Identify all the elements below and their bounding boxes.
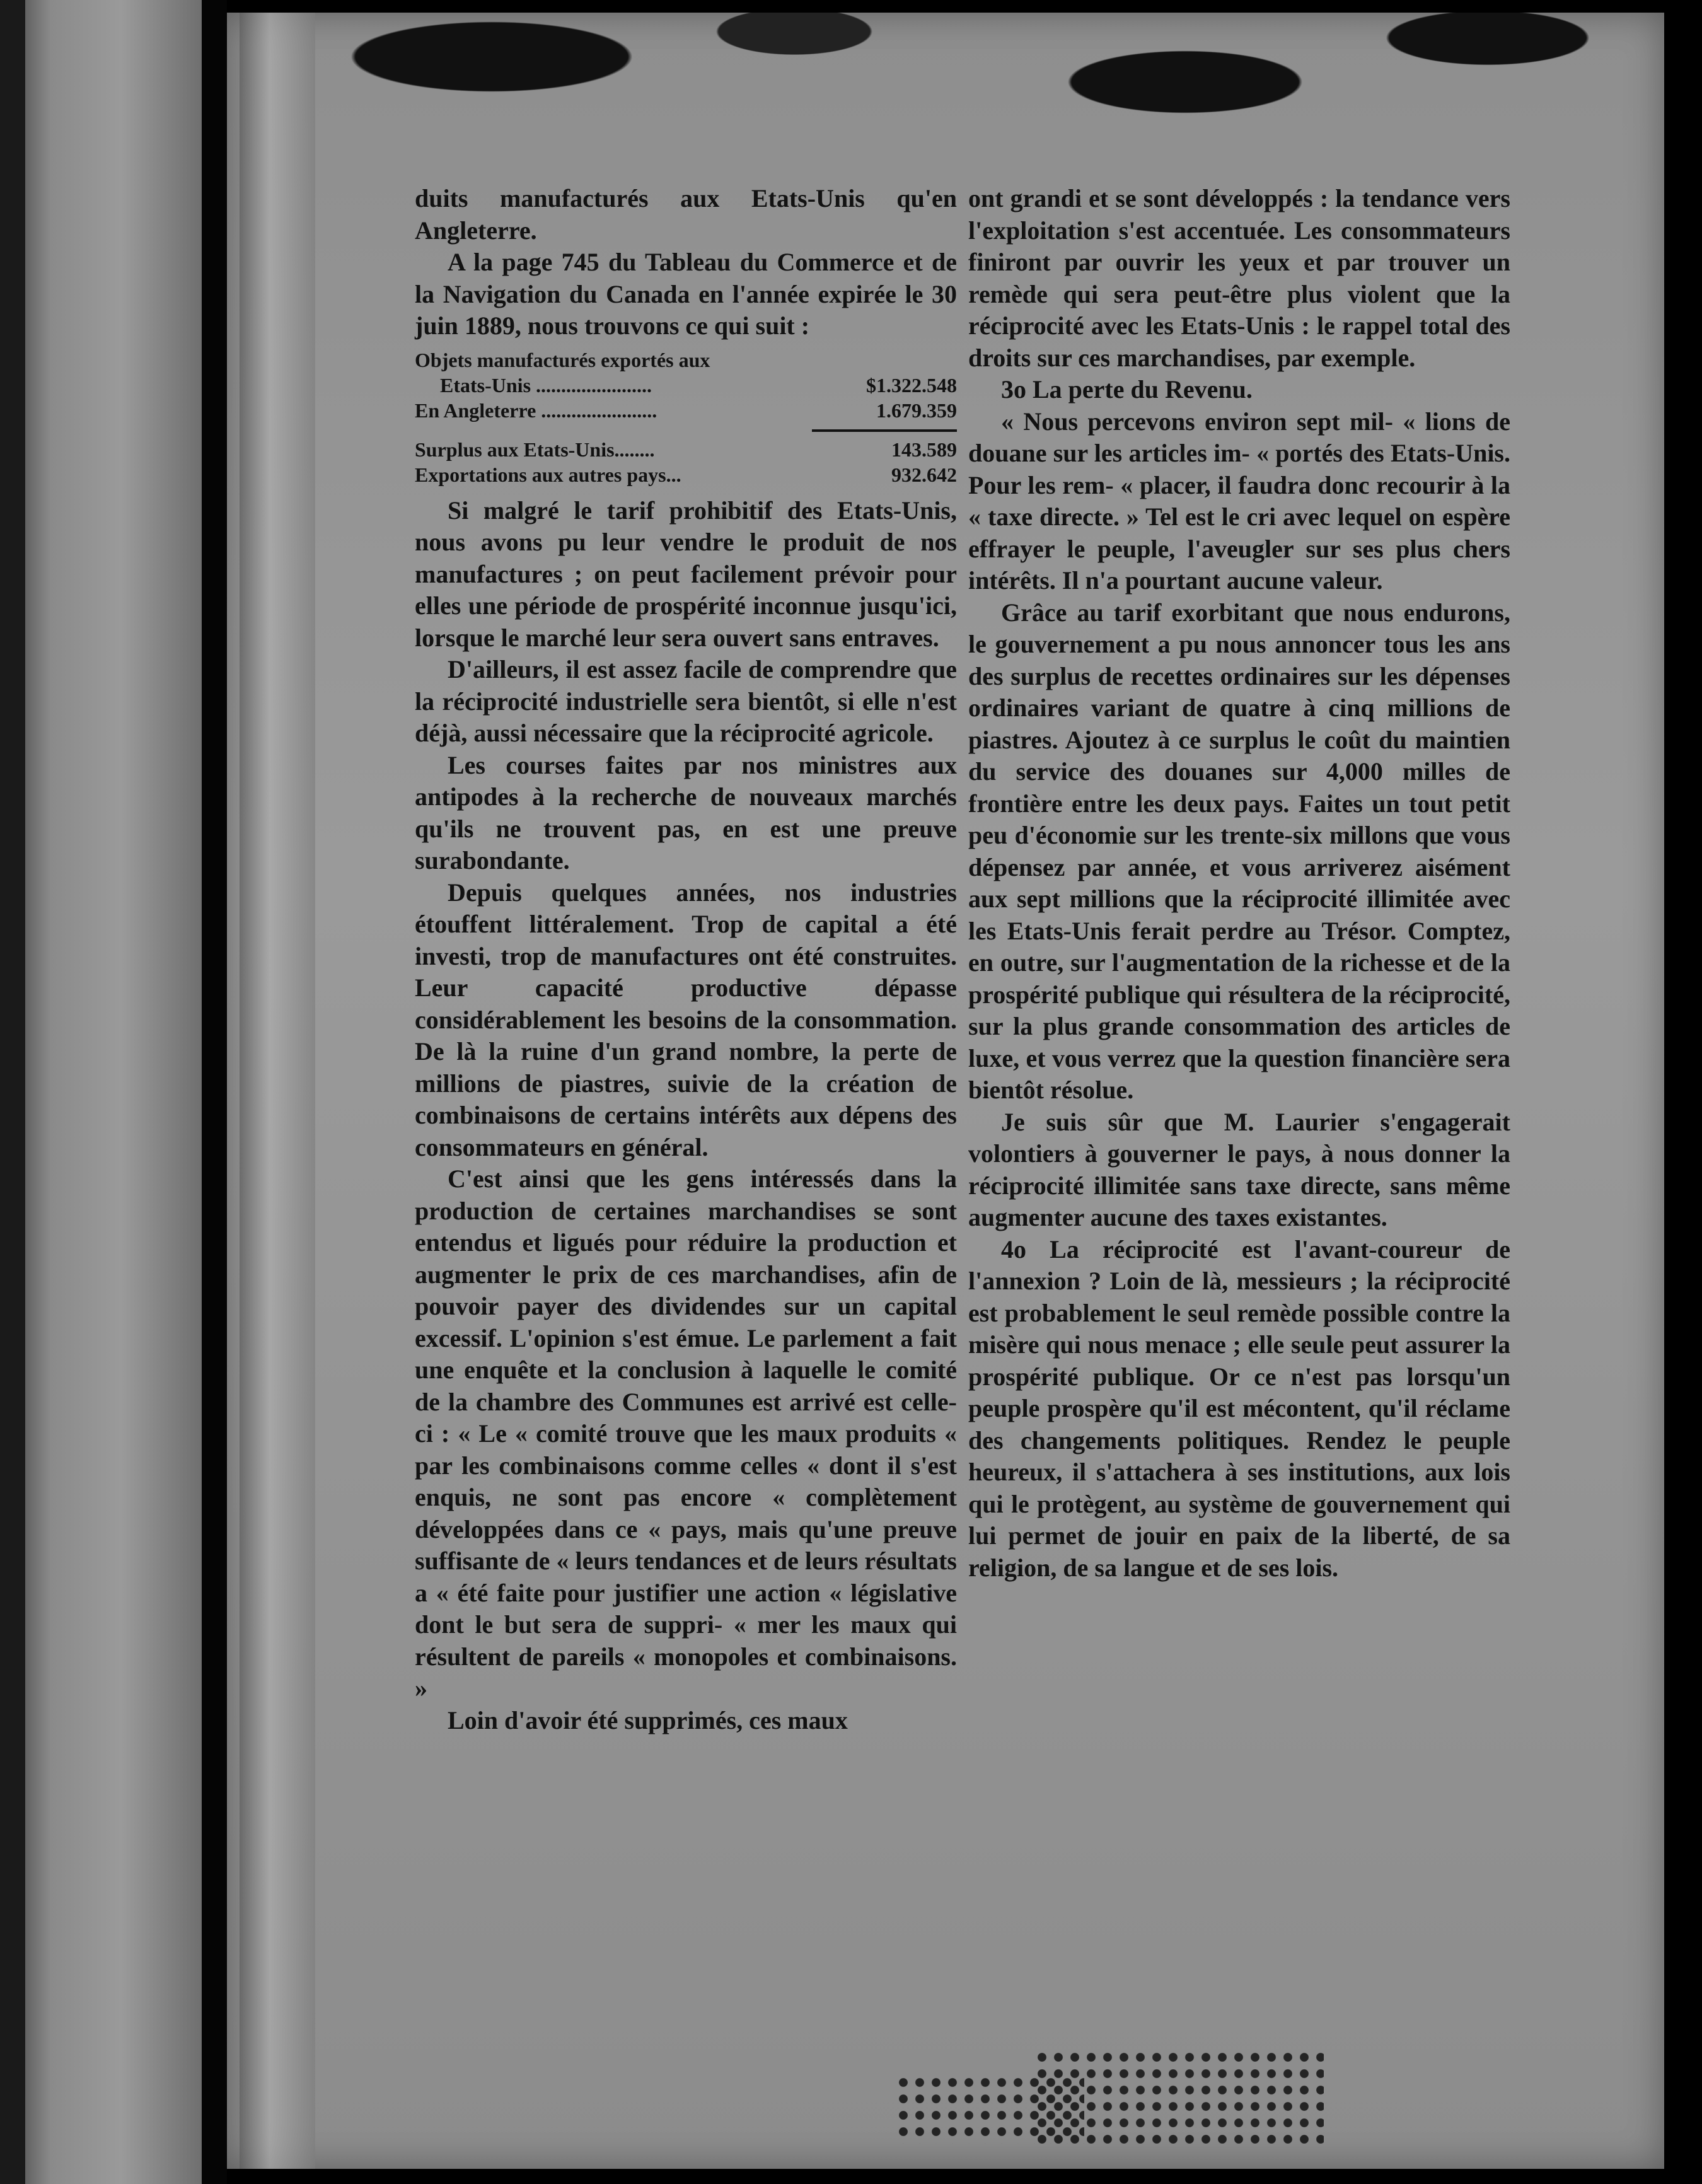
torn-page-top <box>227 13 1664 164</box>
paragraph: Loin d'avoir été supprimés, ces maux <box>448 1705 848 1734</box>
paragraph: « Nous percevons environ sept mil- « lions de douane sur les articles im- « portés des Etats-Unis. Pour les rem- « placer, il faudra donc recourir à la « taxe directe. » Tel est le cri avec lequel on espère effrayer le peuple, l'aveugler sur ses plus chers intérêts. Il n'a pourtant aucune valeur. <box>968 407 1510 595</box>
page-damage-bottom-right <box>1034 2049 1324 2144</box>
table-row-value: 1.679.359 <box>876 398 957 422</box>
left-text-column <box>415 183 957 1736</box>
left-page-fold <box>0 0 25 2184</box>
adjacent-left-page <box>0 0 202 2184</box>
paragraph: duits manufacturés aux Etats-Unis qu'en Angleterre. <box>415 184 957 245</box>
table-row <box>415 398 957 423</box>
paragraph: Grâce au tarif exorbitant que nous endurons, le gouvernement a pu nous annoncer tous les ans des surplus de recettes ordinaires sur les dépenses ordinaires variant de quatre à cinq millions de piastres. Ajoutez à ce surplus le coût du maintien du service des douanes sur 4,000 milles de frontière entre les deux pays. Faites un tout petit peu d'économie sur les trente-six millons que vous dépensez par année, et vous arriverez aisément aux sept millions que la réciprocité illimitée avec les Etats-Unis ferait perdre au Trésor. Comptez, en outre, sur l'augmentation de la richesse et de la prospérité publique qui résultera de la réciprocité, sur la plus grande consommation des articles de luxe, et vous verrez que la question financière sera bientôt résolue. <box>968 598 1510 1104</box>
table-row <box>415 462 957 487</box>
book-spine <box>202 0 227 2184</box>
paragraph: ont grandi et se sont développés : la tendance vers l'exploitation s'est accentuée. Les consommateurs finiront par ouvrir les yeux et par trouver un remède qui sera peut-être plus violent que la réciprocité avec les Etats-Unis : le rappel total des droits sur ces marchandises, par exemple. <box>968 184 1510 372</box>
table-header <box>415 347 957 373</box>
table-row <box>415 373 957 398</box>
table-row-value: $1.322.548 <box>866 373 957 397</box>
paragraph: C'est ainsi que les gens intéressés dans la production de certaines marchandises se sont entendus et ligués pour réduire la production et augmenter le prix de ces marchandises, afin de pouvoir payer des dividendes sur un capital excessif. L'opinion s'est émue. Le parlement a fait une enquête et la conclusion à laquelle le comité de la chambre des Communes est arrivé est celle-ci : « Le « comité trouve que les maux produits « par les combinaisons comme celles « dont il s'est enquis, ne sont pas encore « complètement développées dans ce « pays, mais qu'une preuve suffisante de « leurs tendances et de leurs résultats a « été faite pour justifier une action « législative dont le but sera de suppri- « mer les maux qui résultent de pareils « monopoles et combinaisons. » <box>415 1165 957 1702</box>
table-row-label: En Angleterre ....................... <box>415 398 657 422</box>
paragraph: Si malgré le tarif prohibitif des Etats-Unis, nous avons pu leur vendre le produit de nos manufactures ; on peut facilement prévoir pour elles une période de prospérité inconnue jusqu'ici, lorsque le marché leur sera ouvert sans entraves. <box>415 496 957 652</box>
table-row <box>415 437 957 462</box>
section-heading: 3o La perte du Revenu. <box>1001 375 1253 404</box>
table-header-label: Objets manufacturés exportés aux <box>415 348 710 371</box>
table-sum-rule <box>812 429 957 432</box>
export-table <box>415 347 957 487</box>
table-row-label: Surplus aux Etats-Unis........ <box>415 438 655 461</box>
table-row-value: 932.642 <box>891 463 957 486</box>
page-binding-edge <box>240 13 315 2169</box>
table-row-label: Exportations aux autres pays... <box>415 463 681 486</box>
right-text-column <box>968 183 1510 1584</box>
paragraph: 4o La réciprocité est l'avant-coureur de l'annexion ? Loin de là, messieurs ; la réciprocité est probablement le seul remède possible contre la misère qui nous menace ; elle seule peut assurer la prospérité publique. Or ce n'est pas lorsqu'un peuple prospère qu'il est mécontent, qu'il réclame des changements politiques. Rendez le peuple heureux, il s'attachera à ses institutions, aux lois qui le protègent, au système de gouvernement qui lui permet de jouir en paix de la liberté, de sa religion, de sa langue et de ses lois. <box>968 1234 1510 1582</box>
paragraph: A la page 745 du Tableau du Commerce et de la Navigation du Canada en l'année expirée le 30 juin 1889, nous trouvons ce qui suit : <box>415 248 957 340</box>
paragraph: D'ailleurs, il est assez facile de comprendre que la réciprocité industrielle sera bientôt, si elle n'est déjà, aussi nécessaire que la réciprocité agricole. <box>415 655 957 747</box>
paragraph: Depuis quelques années, nos industries étouffent littéralement. Trop de capital a été investi, trop de manufactures ont été construites. Leur capacité productive dépasse considérablement les besoins de la consommation. De là la ruine d'un grand nombre, la perte de millions de piastres, suivie de la création de combinaisons de certains intérêts aux dépens des consommateurs en général. <box>415 878 957 1161</box>
paragraph: Les courses faites par nos ministres aux antipodes à la recherche de nouveaux marchés qu'ils ne trouvent pas, en est une preuve surabondante. <box>415 750 957 874</box>
table-row-value: 143.589 <box>891 438 957 461</box>
paragraph: Je suis sûr que M. Laurier s'engagerait volontiers à gouverner le pays, à nous donner la réciprocité illimitée sans taxe directe, sans même augmenter aucune des taxes existantes. <box>968 1107 1510 1231</box>
table-row-label: Etats-Unis ....................... <box>440 373 652 397</box>
